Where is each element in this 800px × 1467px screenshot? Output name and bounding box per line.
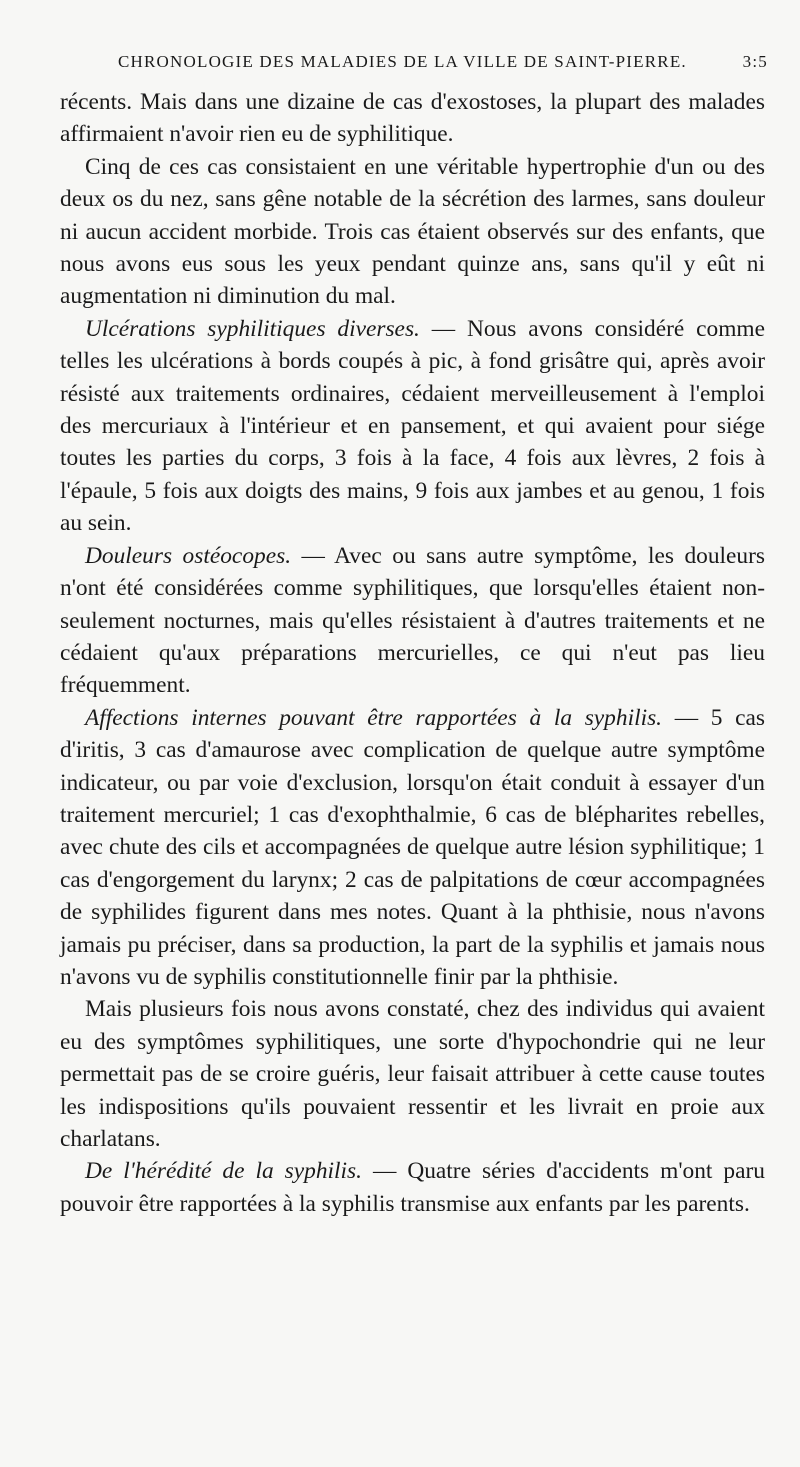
paragraph-ulcerations (60, 313, 765, 540)
paragraph-text: — Avec ou sans autre symptôme, les douleurs n'ont été considérées comme syphilitiques, que lorsqu'elles étaient non-seulement nocturnes, mais qu'elles résistaient à d'autres traitements et ne cédaient qu'aux préparations mercurielles, ce qui n'eut pas lieu fréquemment. (60, 542, 765, 699)
paragraph-exostoses-end (60, 86, 765, 151)
paragraph-text: — Quatre séries d'accidents m'ont paru pouvoir être rapportées à la syphilis transmise aux enfants par les parents. (60, 1158, 765, 1217)
section-heading: Ulcérations syphilitiques diverses. (85, 315, 420, 342)
paragraph-heredite (60, 1155, 765, 1220)
running-title: CHRONOLOGIE DES MALADIES DE LA VILLE DE SAINT-PIERRE. (118, 52, 687, 71)
section-heading: Affections internes pouvant être rapportées à la syphilis. (85, 704, 663, 731)
paragraph-text: — 5 cas d'iritis, 3 cas d'amaurose avec complication de quelque autre symptôme indicateur, ou par voie d'exclusion, lorsqu'on était conduit à essayer d'un traitement mercuriel; 1 cas d'exophthalmie, 6 cas de blépharites rebelles, avec chute des cils et accompagnées de quelque autre lésion syphilitique; 1 cas d'engorgement du larynx; 2 cas de palpitations de cœur accompagnées de syphilides figurent dans mes notes. Quant à la phthisie, nous n'avons jamais pu préciser, dans sa production, la part de la syphilis et jamais nous n'avons vu de syphilis constitutionnelle finir par la phthisie. (60, 704, 766, 990)
page-number: 3:5 (742, 52, 768, 71)
paragraph-hypochondrie (60, 993, 765, 1155)
section-heading: De l'hérédité de la syphilis. (85, 1158, 362, 1185)
paragraph-nose-hypertrophy (60, 151, 765, 313)
section-heading: Douleurs ostéocopes. (85, 542, 292, 569)
paragraph-affections-internes (60, 702, 765, 994)
paragraph-text: Cinq de ces cas consistaient en une véritable hypertrophie d'un ou des deux os du nez, sans gêne notable de la sécrétion des larmes, sans douleur ni aucun accident morbide. Trois cas étaient observés sur des enfants, que nous avons eus sous les yeux pendant quinze ans, sans qu'il y eût ni augmentation ni diminution du mal. (60, 153, 765, 310)
paragraph-text: récents. Mais dans une dizaine de cas d'exostoses, la plupart des malades affirmaient n'avoir rien eu de syphilitique. (60, 89, 765, 148)
body-text (60, 86, 765, 1220)
paragraph-douleurs (60, 540, 765, 702)
paragraph-text: — Nous avons considéré comme telles les ulcérations à bords coupés à pic, à fond grisâtre qui, après avoir résisté aux traitements ordinaires, cédaient merveilleusement à l'emploi des mercuriaux à l'intérieur et en pansement, et qui avaient pour siége toutes les parties du corps, 3 fois à la face, 4 fois aux lèvres, 2 fois à l'épaule, 5 fois aux doigts des mains, 9 fois aux jambes et au genou, 1 fois au sein. (60, 315, 765, 537)
paragraph-text: Mais plusieurs fois nous avons constaté, chez des individus qui avaient eu des symptômes syphilitiques, une sorte d'hypochondrie qui ne leur permettait pas de se croire guéris, leur faisait attribuer à cette cause toutes les indispositions qu'ils pouvaient ressentir et les livrait en proie aux charlatans. (60, 996, 765, 1152)
running-header (118, 52, 768, 72)
